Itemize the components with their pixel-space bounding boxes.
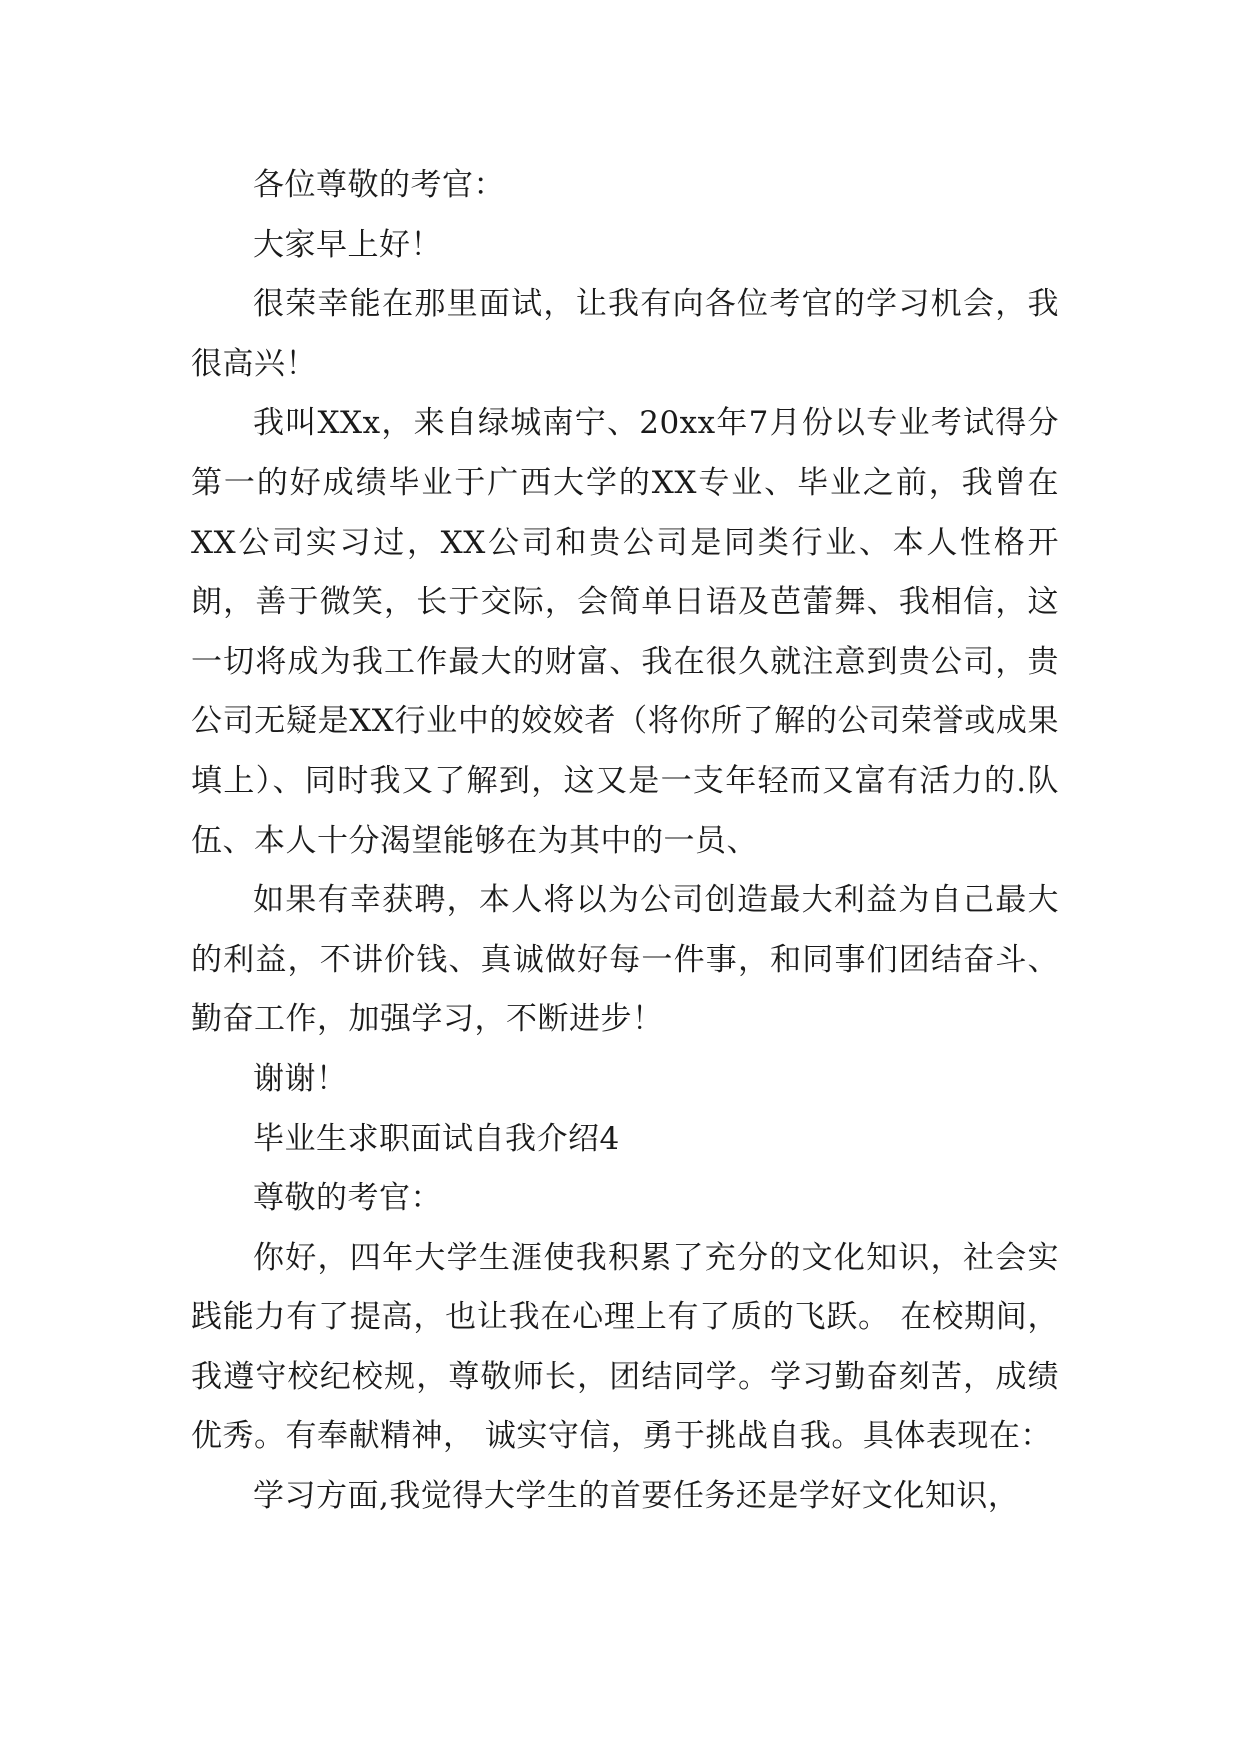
paragraph-thanks: 谢谢！ [253,1060,348,1097]
paragraph-opening: 很荣幸能在那里面试，让我有向各位考官的学习机会，我很高兴！ [191,286,1059,382]
paragraph-study: 学习方面,我觉得大学生的首要任务还是学好文化知识， [253,1478,1020,1515]
paragraph-self-introduction: 我叫XXx，来自绿城南宁、20xx年7月份以专业考试得分第一的好成绩毕业于广西大学的XX专业、毕业之前，我曾在XX公司实习过，XX公司和贵公司是同类行业、本人性格开朗，善于微笑，长于交际，会简单日语及芭蕾舞、我相信，这一切将成为我工作最大的财富、我在很久就注意到贵公司，贵公司无疑是XX行业中的姣姣者（将你所了解的公司荣誉或成果填上）、同时我又了解到，这又是一支年轻而又富有活力的.队伍、本人十分渴望能够在为其中的一员、 [191,405,1059,859]
section-heading: 毕业生求职面试自我介绍4 [253,1120,620,1157]
paragraph-salutation: 各位尊敬的考官： [253,167,505,203]
paragraph-greeting: 大家早上好！ [253,226,442,263]
document-body [191,156,1059,1527]
paragraph-commitment: 如果有幸获聘，本人将以为公司创造最大利益为自己最大的利益，不讲价钱、真诚做好每一件事，和同事们团结奋斗、勤奋工作，加强学习，不断进步！ [191,882,1059,1038]
paragraph-salutation-2: 尊敬的考官： [253,1180,442,1217]
paragraph-university-summary: 你好，四年大学生涯使我积累了充分的文化知识，社会实践能力有了提高，也让我在心理上有了质的飞跃。 在校期间，我遵守校纪校规，尊敬师长，团结同学。学习勤奋刻苦，成绩优秀。有奉献精神， 诚实守信，勇于挑战自我。具体表现在： [191,1239,1059,1455]
